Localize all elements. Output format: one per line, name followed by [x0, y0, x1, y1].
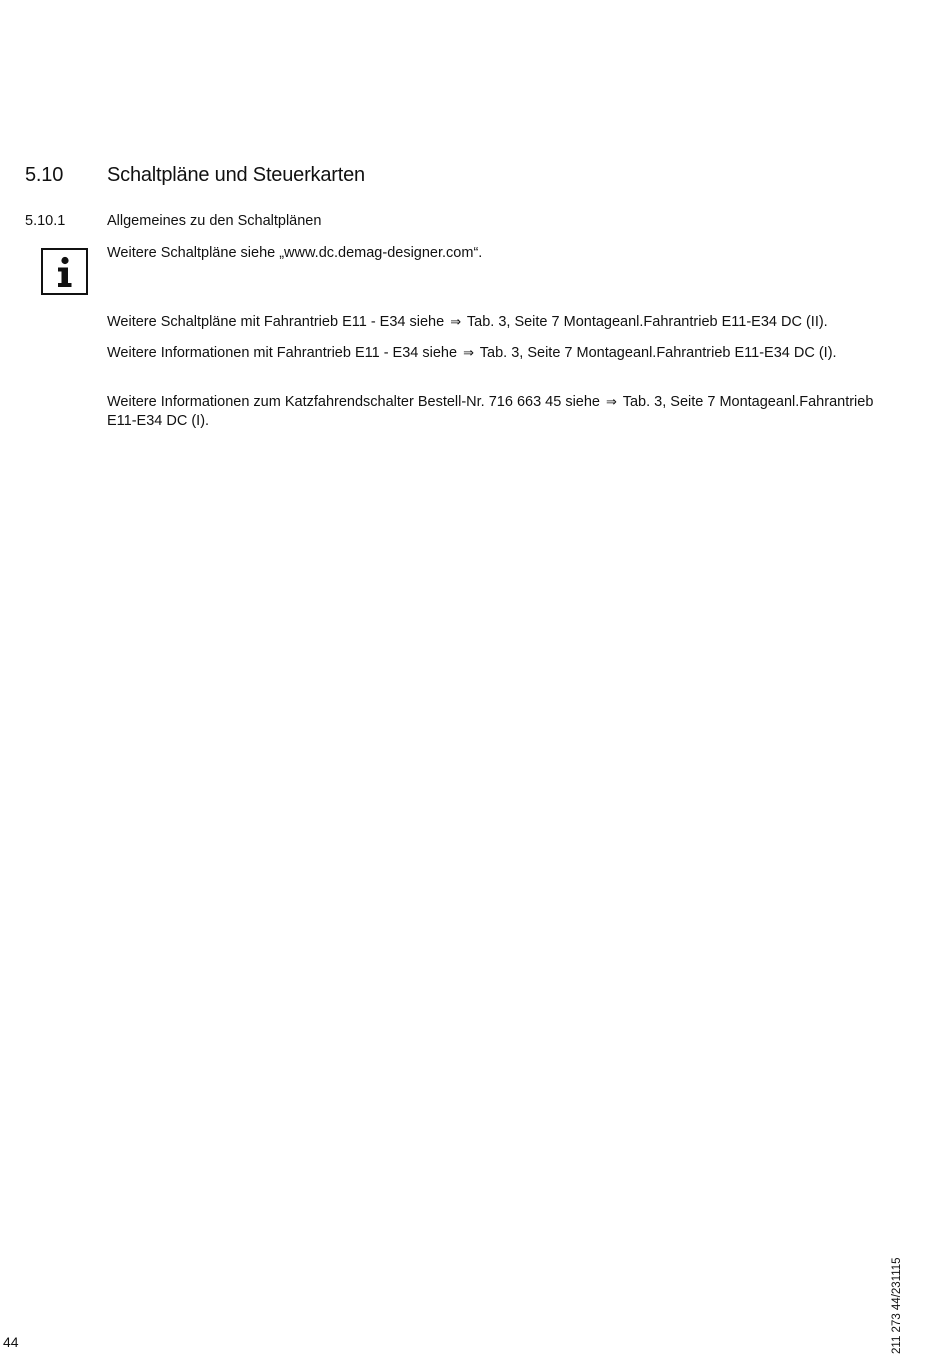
paragraph-text: Weitere Informationen zum Katzfahrendschalter Bestell-Nr. 716 663 45 siehe	[107, 394, 600, 410]
section-heading	[25, 164, 365, 187]
arrow-right-icon: ⇒	[606, 395, 617, 410]
arrow-right-icon: ⇒	[450, 315, 462, 330]
section-title: Schaltpläne und Steuerkarten	[107, 164, 365, 186]
subsection-title: Allgemeines zu den Schaltplänen	[107, 213, 322, 229]
info-icon	[41, 248, 88, 295]
subsection-number: 5.10.1	[25, 213, 66, 229]
page-number: 44	[3, 1334, 19, 1350]
cross-reference-link[interactable]: Tab. 3, Seite 7 Montageanl.Fahrantrieb E11-E34 DC (I).	[107, 394, 874, 429]
arrow-right-icon: ⇒	[463, 346, 474, 361]
paragraph-text: Weitere Schaltpläne mit Fahrantrieb E11 - E34 siehe	[107, 314, 445, 330]
paragraph-text: Weitere Informationen mit Fahrantrieb E11 - E34 siehe	[107, 345, 458, 361]
paragraph-website: Weitere Schaltpläne siehe „www.dc.demag-designer.com“.	[107, 245, 483, 261]
paragraph-katzfahrendschalter	[107, 393, 882, 430]
subsection-heading	[25, 213, 321, 229]
cross-reference-link[interactable]: Tab. 3, Seite 7 Montageanl.Fahrantrieb E11-E34 DC (II).	[466, 314, 828, 330]
document-number: 211 273 44/231115	[891, 1257, 903, 1354]
paragraph-informationen	[107, 344, 882, 363]
cross-reference-link[interactable]: Tab. 3, Seite 7 Montageanl.Fahrantrieb E11-E34 DC (I).	[479, 345, 837, 361]
section-number: 5.10	[25, 164, 64, 186]
paragraph-schaltplaene	[107, 313, 882, 332]
